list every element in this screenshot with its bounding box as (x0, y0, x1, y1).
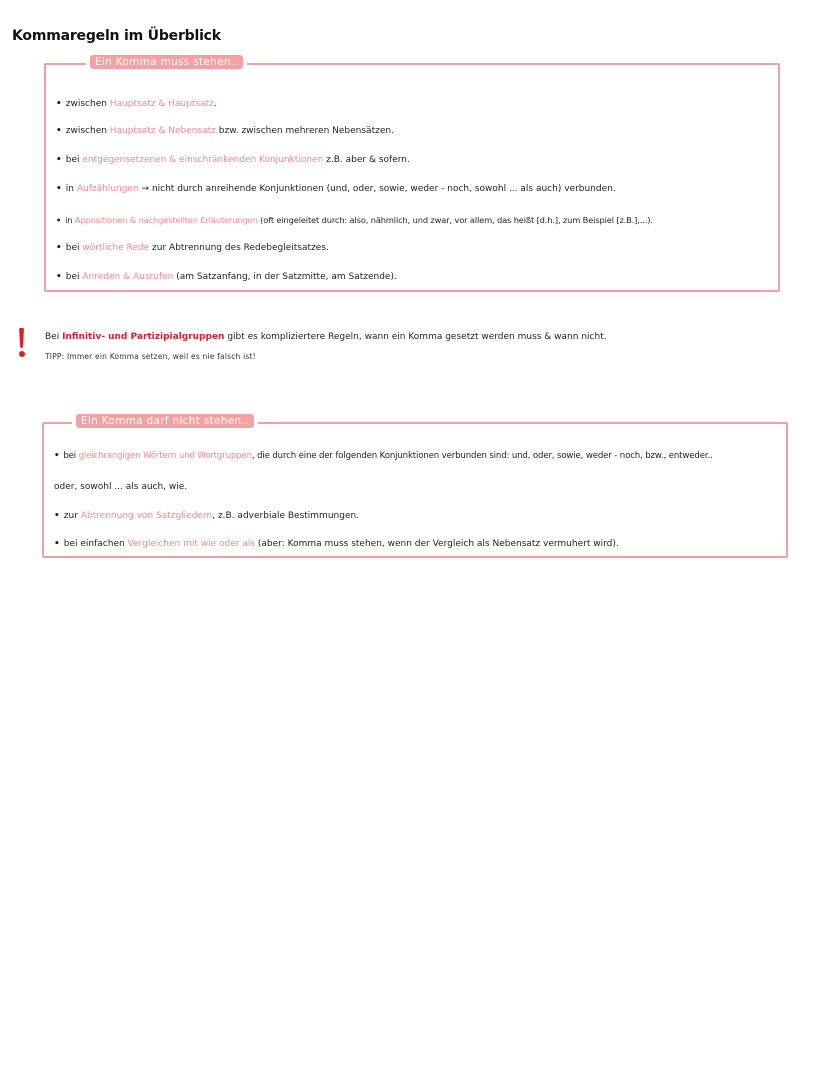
list-item: • in Appositionen & nachgestellten Erläuterungen (oft eingeleitet durch: also, nähmlich, und zwar, vor allem, das heißt [d.h.], zum Beispiel [z.B.],...). (56, 215, 653, 225)
infinitive-note: Bei Infinitiv- und Partizipialgruppen gibt es kompliziertere Regeln, wann ein Komma gesetzt werden muss & wann nicht. (45, 332, 607, 342)
bullet-icon: • (56, 155, 62, 165)
page-title: Kommaregeln im Überblick (12, 28, 221, 44)
list-item: • bei wörtliche Rede zur Abtrennung des Redebegleitsatzes. (56, 243, 329, 253)
bullet-icon: • (56, 272, 62, 282)
bullet-icon: • (56, 215, 62, 225)
bullet-icon: • (56, 99, 62, 109)
bullet-icon: • (56, 184, 62, 194)
list-item: • in Aufzählungen → nicht durch anreihende Konjunktionen (und, oder, sowie, weder - noch, sowohl ... als auch) verbunden. (56, 184, 616, 194)
list-item: oder, sowohl ... als auch, wie. (54, 482, 188, 492)
list-item: • zwischen Hauptsatz & Nebensatz bzw. zwischen mehreren Nebensätzen. (56, 126, 394, 136)
no-comma-box (42, 415, 788, 558)
must-comma-legend: Ein Komma muss stehen.. (86, 56, 247, 68)
list-item: • bei Anreden & Ausrufen (am Satzanfang, in der Satzmitte, am Satzende). (56, 272, 397, 282)
list-item: • bei gleichrangigen Wörtern und Wortgruppen, die durch eine der folgenden Konjunktionen verbunden sind: und, oder, sowie, weder - noch, bzw., entweder.. (54, 451, 713, 461)
must-comma-box (44, 56, 780, 292)
bullet-icon: • (56, 126, 62, 136)
bullet-icon: • (54, 539, 60, 549)
bullet-icon: • (54, 451, 60, 461)
list-item: • bei einfachen Vergleichen mit wie oder als (aber: Komma muss stehen, wenn der Vergleich als Nebensatz vermuhert wird). (54, 539, 619, 549)
bullet-icon: • (54, 511, 60, 521)
list-item: • bei entgegensetzenen & einschränkenden Konjunktionen z.B. aber & sofern. (56, 155, 410, 165)
list-item: • zur Abtrennung von Satzgliedern, z.B. adverbiale Bestimmungen. (54, 511, 360, 521)
list-item: • zwischen Hauptsatz & Hauptsatz. (56, 99, 217, 109)
exclamation-icon (16, 328, 26, 358)
no-comma-legend: Ein Komma darf nicht stehen.. (72, 415, 258, 427)
bullet-icon: • (56, 243, 62, 253)
tip-note: TIPP: Immer ein Komma setzen, weil es nie falsch ist! (45, 352, 256, 361)
